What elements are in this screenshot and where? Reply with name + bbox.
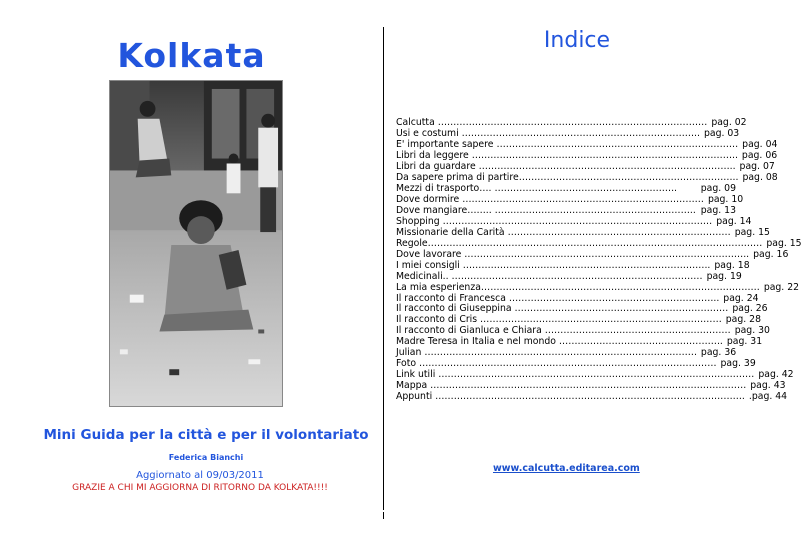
toc-entry-page: pag. 26 [732,303,768,315]
toc-entry-page: pag. 09 [700,182,736,194]
cover-photo [109,80,283,407]
toc-entry-page: pag. 36 [700,347,737,359]
toc-entry-page: pag. 28 [725,314,761,326]
toc-entry-page: pag. 13 [700,204,736,216]
toc-entry-page: pag. 10 [707,193,744,205]
toc-entry-page: pag. 42 [758,369,794,381]
toc-entry-page: pag. 24 [723,292,759,304]
toc-entry-page: pag. 04 [742,138,778,150]
index-page [386,0,802,543]
toc-entry-label: Dove lavorare ……………………………………………………………………………….. [396,248,750,260]
toc-entry-label: Usi e costumi ………………………………………………………………….. [396,127,700,139]
toc-entry-label: Missionarie della Carità ……………………………………………………………… [396,226,731,238]
toc-entry-label: La mia esperienza……………………………………………………………………………… [396,281,760,293]
toc-entry-page: pag. 08 [742,171,778,183]
toc-entry [396,259,750,272]
toc-entry-page: pag. 30 [734,325,770,337]
toc-entry-page: pag. 15 [734,226,770,238]
thanks-note: GRAZIE A CHI MI AGGIORNA DI RITORNO DA KOLKATA!!!! [72,483,328,493]
toc-entry-page: pag. 07 [739,160,775,172]
author-name: Federica Bianchi [168,453,244,462]
toc-entry-page: pag. 02 [711,117,747,128]
toc-entry-label: Madre Teresa in Italia e nel mondo …………………………………………….. [396,336,723,348]
toc-entry-page: pag. 16 [753,248,789,260]
toc-entry-label: Il racconto di Cris …………………………………………………………………… [396,314,722,326]
toc-entry-page: pag. 19 [706,270,742,282]
toc-entry-label: Il racconto di Francesca ………………………………………………………….. [396,292,720,304]
toc-entry-page: pag. 18 [714,259,750,271]
website-link[interactable]: www.calcutta.editarea.com [493,463,640,474]
toc-entry-label: E' importante sapere …………………………………………………………………… [396,138,739,150]
page-divider-tick [383,512,384,519]
toc-entry [396,270,742,283]
toc-entry-page: pag. 06 [741,149,778,161]
toc-entry-label: Calcutta …………………………………………………………………………… [396,117,708,128]
toc-entry [396,281,800,294]
cover-title: Kolkata [117,36,266,75]
table-of-contents [396,117,802,403]
toc-entry [396,391,788,403]
index-title: Indice [543,28,611,53]
toc-entry-label: Dove mangiare…….. ……………………………………………………….. [396,204,696,216]
toc-entry-label: Medicinali.. ……………………………………………………………………… [396,270,703,282]
toc-entry-label: Da sapere prima di partire…………………………………………………………….. [396,171,739,183]
toc-entry-page: pag. 14 [716,215,752,227]
toc-entry-label: Libri da guardare ……………………………………………………………………….. [396,160,736,172]
toc-entry-label: Foto …………………………………………………………………………………… [396,358,717,370]
toc-entry-label: Shopping …………………………………………………………………………… [396,215,713,227]
toc-entry-label: Regole……………………………………………………………………………………………… [396,237,763,249]
toc-entry [396,237,802,250]
toc-entry-label: Julian ……………………………………………………………………………. [396,347,697,359]
toc-entry-label: Il racconto di Giuseppina …………………………………………………………… [396,303,729,315]
toc-entry-label: Appunti ………………………………………………………………………………………. [396,391,745,403]
toc-entry-label: Il racconto di Gianluca e Chiara …………………………………………………… [396,325,731,337]
toc-entry-page: pag. 22 [763,281,800,293]
toc-entry-page: pag. 39 [720,358,756,370]
toc-entry-label: Libri da leggere ………………………………………………………………………….. [396,149,738,161]
toc-entry-label: Mezzi di trasporto…. ………………………………………………….. [396,182,677,194]
toc-entry-label: Link utili ………………………………………………………………………………………… [396,369,755,381]
toc-entry-label: Dove dormire …………………………………………………………………… [396,193,704,205]
page-divider [383,27,384,510]
toc-entry-page: pag. 31 [726,336,763,348]
cover-subtitle: Mini Guida per la città e per il volontariato [43,427,369,443]
toc-entry-label: I miei consigli …………………………………………………………………….. [396,259,711,271]
cover-page [0,0,383,543]
toc-entry [396,226,770,239]
toc-entry-page: pag. 15 [766,237,802,249]
toc-entry-page: pag. 43 [750,380,786,392]
street-scene-photo [110,81,282,406]
toc-entry [396,248,789,261]
updated-date: Aggiornato al 09/03/2011 [136,470,264,481]
toc-entry-label: Mappa ………………………………………………………………………………………… [396,380,747,392]
toc-entry-page: pag. 03 [703,127,740,139]
toc-entry-page: .pag. 44 [748,391,788,403]
